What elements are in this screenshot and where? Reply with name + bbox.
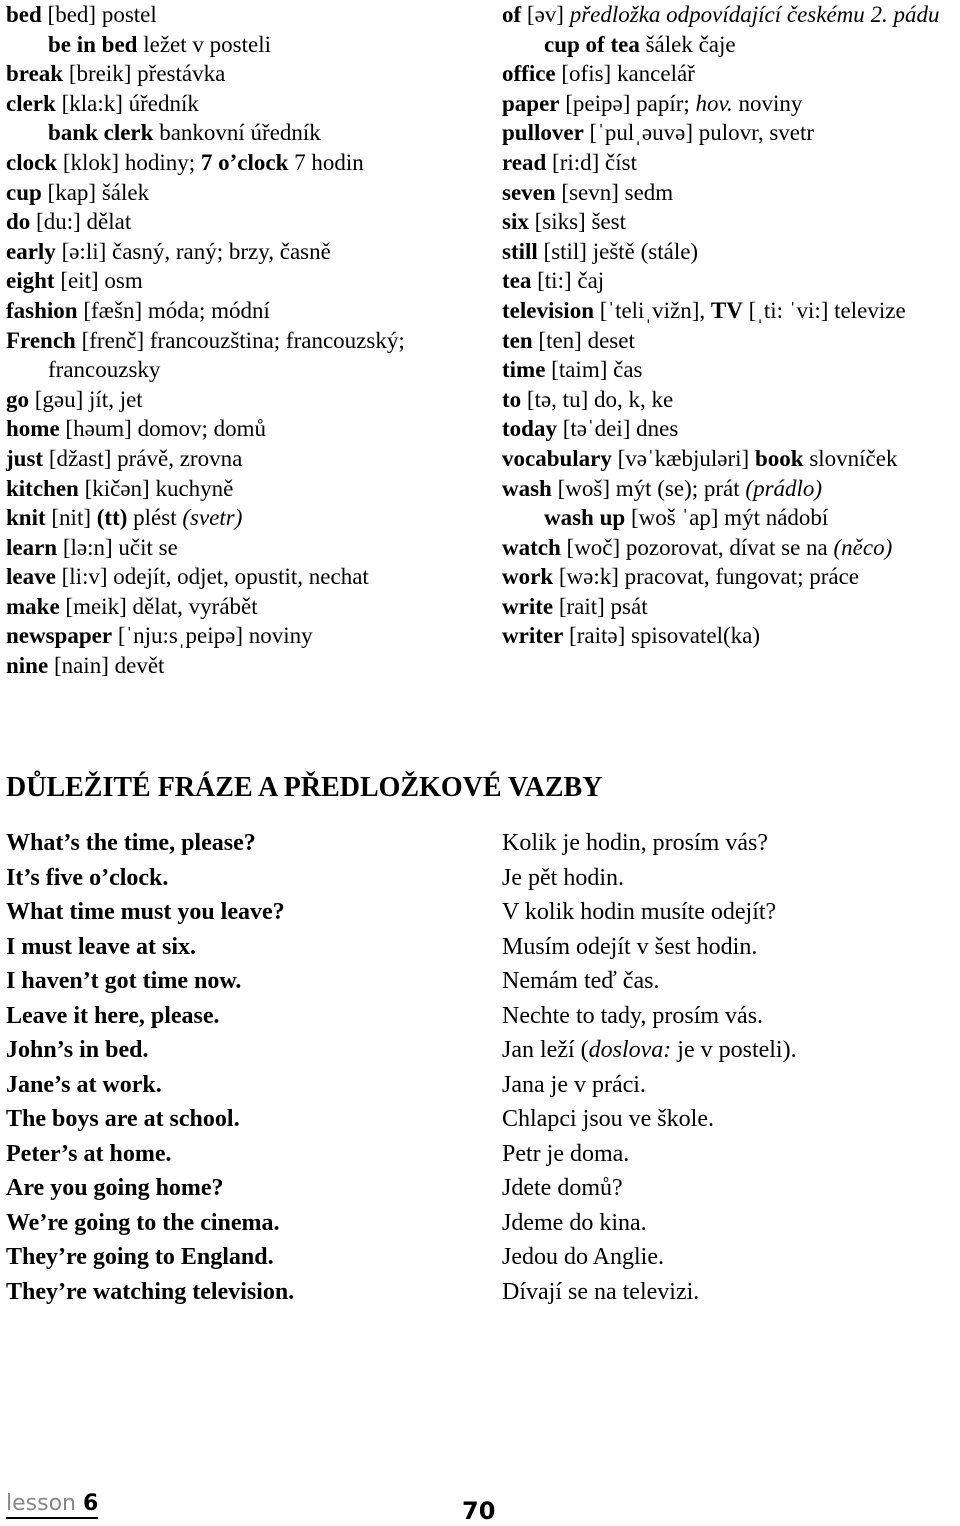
definition: [təˈdei] dnes [556, 416, 679, 442]
headword: vocabulary [502, 445, 612, 471]
vocab-right-entry [502, 562, 960, 592]
phrase-czech [502, 1275, 699, 1309]
vocab-left-entry [6, 592, 476, 622]
definition: [ˈnju:sˌpeipə] noviny [112, 623, 313, 649]
phrase-translation: je v posteli). [671, 1037, 797, 1063]
headword-secondary: (tt) [96, 505, 128, 531]
definition: [kičən] kuchyně [78, 475, 234, 501]
phrase-czech [502, 1240, 664, 1274]
phrase-czech [502, 1033, 797, 1067]
phrase-english: They’re going to England. [6, 1244, 274, 1270]
headword: knit [6, 505, 46, 531]
vocab-left-entry [6, 296, 476, 326]
phrase-translation: Nemám teď čas. [502, 968, 660, 994]
phrase-row [6, 1171, 946, 1206]
headword: cup of tea [544, 31, 640, 57]
definition: [kla:k] úředník [55, 90, 199, 116]
vocab-right-entry [502, 385, 960, 415]
phrase-czech [502, 1206, 647, 1240]
phrase-english: I must leave at six. [6, 933, 196, 960]
vocab-left-entry [6, 651, 476, 681]
headword: home [6, 416, 60, 442]
phrase-czech [502, 1137, 629, 1171]
headword: bank clerk [48, 120, 154, 146]
vocab-left-entry [6, 533, 476, 563]
headword: eight [6, 268, 55, 294]
headword-secondary: book [754, 445, 804, 471]
headword: fashion [6, 297, 78, 323]
section-title: DŮLEŽITÉ FRÁZE A PŘEDLOŽKOVÉ VAZBY [6, 772, 603, 803]
vocab-left-entry [6, 385, 476, 415]
definition: [fæšn] móda; módní [77, 297, 270, 323]
phrase-czech [502, 1171, 623, 1205]
definition: [ti:] čaj [531, 268, 605, 294]
phrase-translation: Kolik je hodin, prosím vás? [502, 830, 768, 856]
vocab-left-entry [6, 326, 476, 385]
headword: pullover [502, 120, 584, 146]
grammar-note: (svetr) [182, 505, 243, 531]
phrase-row [6, 964, 946, 999]
definition-continued: 7 hodin [288, 149, 364, 175]
headword: French [6, 327, 76, 353]
phrase-translation: Jdeme do kina. [502, 1209, 647, 1236]
headword-secondary: TV [710, 297, 743, 323]
definition: [raitə] spisovatel(ka) [563, 623, 760, 649]
headword: today [502, 416, 557, 442]
vocabulary-column-left [6, 0, 476, 681]
phrase-row [6, 861, 946, 896]
headword: ten [502, 327, 533, 353]
headword-secondary: 7 o’clock [200, 149, 289, 175]
vocab-right-entry [502, 474, 960, 504]
phrase-row [6, 895, 946, 930]
phrase-czech [502, 1102, 714, 1136]
headword: paper [502, 90, 560, 116]
definition: [woč] pozorovat, dívat se na [560, 534, 834, 560]
vocab-right-entry [502, 266, 960, 296]
definition-continued: plést [127, 505, 183, 531]
page-number: 70 [462, 1497, 496, 1525]
definition: [woš ˈap] mýt nádobí [625, 505, 829, 531]
headword: make [6, 593, 60, 619]
definition: [frenč] francouzština; francouzský; francouzsky [48, 327, 405, 383]
phrase-czech [502, 999, 763, 1033]
phrase-row [6, 1137, 946, 1172]
phrase-translation: Jan leží ( [502, 1037, 589, 1063]
headword: go [6, 386, 29, 412]
headword: of [502, 2, 522, 27]
headword: to [502, 386, 522, 412]
phrase-translation: V kolik hodin musíte odejít? [502, 899, 777, 925]
definition-continued: slovníček [803, 445, 898, 471]
definition: [rait] psát [553, 593, 648, 619]
headword: work [502, 564, 554, 590]
phrase-row [6, 1240, 946, 1275]
headword: six [502, 209, 529, 235]
headword: seven [502, 179, 556, 205]
vocab-left-entry [6, 474, 476, 504]
headword: wash up [544, 505, 626, 531]
vocab-right-entry [502, 296, 960, 326]
headword: still [502, 238, 538, 264]
headword: just [6, 445, 44, 471]
phrase-czech [502, 861, 624, 895]
vocab-left-entry [6, 266, 476, 296]
phrase-translation: Petr je doma. [502, 1140, 630, 1167]
headword: nine [6, 653, 49, 679]
vocabulary-column-right [502, 0, 960, 651]
definition: šálek čaje [639, 31, 736, 57]
phrase-english: What’s the time, please? [6, 830, 256, 856]
grammar-note: hov. [695, 90, 733, 116]
vocab-right-entry [502, 0, 960, 30]
vocab-left-entry [6, 148, 476, 178]
phrase-translation: Jedou do Anglie. [502, 1244, 664, 1270]
phrases-table [6, 826, 946, 1309]
vocab-right-entry [502, 355, 960, 385]
definition: [ten] deset [532, 327, 635, 353]
phrase-czech [502, 895, 776, 929]
definition: [džast] právě, zrovna [43, 445, 243, 471]
vocab-left-entry [6, 89, 476, 119]
definition: [li:v] odejít, odjet, opustit, nechat [55, 564, 369, 590]
definition: [gəu] jít, jet [29, 386, 143, 412]
phrase-row [6, 1275, 946, 1310]
phrase-english: It’s five o’clock. [6, 864, 169, 891]
phrase-czech [502, 1068, 646, 1102]
vocab-left-entry [6, 414, 476, 444]
definition: [stil] ještě (stále) [537, 238, 699, 264]
vocab-left-entry [6, 237, 476, 267]
phrase-note: doslova: [588, 1037, 672, 1063]
phrase-translation: Jana je v práci. [502, 1071, 646, 1098]
phrase-english: We’re going to the cinema. [6, 1209, 280, 1236]
grammar-note: předložka odpovídající českému 2. pádu [569, 2, 940, 27]
phrase-row [6, 1206, 946, 1241]
phrase-english: John’s in bed. [6, 1037, 149, 1063]
vocab-left-entry [6, 30, 476, 60]
definition: [ə:li] časný, raný; brzy, časně [55, 238, 331, 264]
definition: [ˈteliˌvižn], [594, 297, 711, 323]
definition: [breik] přestávka [63, 61, 226, 87]
phrase-czech [502, 930, 757, 964]
vocab-right-entry [502, 148, 960, 178]
definition-continued: [ˌti: ˈvi:] televize [742, 297, 906, 323]
definition: [klok] hodiny; [57, 149, 201, 175]
definition: [vəˈkæbjuləri] [611, 445, 755, 471]
phrase-translation: Jdete domů? [502, 1175, 623, 1201]
phrase-translation: Musím odejít v šest hodin. [502, 933, 758, 960]
headword: read [502, 149, 547, 175]
vocab-left-entry [6, 59, 476, 89]
vocab-left-entry [6, 0, 476, 30]
vocab-right-entry [502, 503, 960, 533]
definition: [siks] šest [528, 209, 626, 235]
phrase-english: I haven’t got time now. [6, 968, 242, 994]
definition: [bed] postel [41, 2, 157, 27]
headword: early [6, 238, 56, 264]
phrase-row [6, 999, 946, 1034]
grammar-note: (něco) [833, 534, 893, 560]
lesson-number: 6 [82, 1491, 99, 1516]
headword: office [502, 61, 556, 87]
phrase-english: The boys are at school. [6, 1106, 240, 1132]
definition: [taim] čas [545, 357, 643, 383]
vocab-left-entry [6, 621, 476, 651]
vocab-right-entry [502, 621, 960, 651]
phrase-row [6, 930, 946, 965]
definition: [eit] osm [54, 268, 143, 294]
vocab-left-entry [6, 207, 476, 237]
definition: [wə:k] pracovat, fungovat; práce [553, 564, 860, 590]
definition: bankovní úředník [153, 120, 321, 146]
vocab-left-entry [6, 562, 476, 592]
headword: tea [502, 268, 532, 294]
definition: [ofis] kancelář [555, 61, 695, 87]
phrase-translation: Dívají se na televizi. [502, 1278, 700, 1305]
headword: do [6, 209, 31, 235]
phrase-translation: Chlapci jsou ve škole. [502, 1106, 714, 1132]
phrase-translation: Je pět hodin. [502, 864, 624, 891]
phrase-english: They’re watching television. [6, 1278, 295, 1305]
headword: write [502, 593, 554, 619]
definition: [peipə] papír; [559, 90, 696, 116]
headword: cup [6, 179, 42, 205]
phrase-row [6, 1033, 946, 1068]
lesson-word: lesson [6, 1491, 76, 1516]
phrase-english: Leave it here, please. [6, 1002, 220, 1029]
phrase-english: Peter’s at home. [6, 1140, 172, 1167]
vocab-right-entry [502, 207, 960, 237]
headword: television [502, 297, 594, 323]
headword: watch [502, 534, 561, 560]
definition: [nit] [45, 505, 97, 531]
vocab-right-entry [502, 414, 960, 444]
headword: bed [6, 2, 42, 27]
headword: time [502, 357, 546, 383]
phrase-translation: Nechte to tady, prosím vás. [502, 1002, 764, 1029]
vocab-left-entry [6, 118, 476, 148]
phrase-czech [502, 964, 659, 998]
phrase-english: Are you going home? [6, 1175, 224, 1201]
vocab-right-entry [502, 444, 960, 474]
phrase-czech [502, 826, 768, 860]
definition: [sevn] sedm [555, 179, 674, 205]
definition: [kap] šálek [41, 179, 150, 205]
headword: clock [6, 149, 58, 175]
headword: kitchen [6, 475, 79, 501]
headword: newspaper [6, 623, 113, 649]
definition: [həum] domov; domů [59, 416, 267, 442]
definition: [woš] mýt (se); prát [551, 475, 746, 501]
definition: [meik] dělat, vyrábět [59, 593, 258, 619]
vocab-right-entry [502, 533, 960, 563]
headword: writer [502, 623, 564, 649]
definition: [tə, tu] do, k, ke [521, 386, 674, 412]
vocab-right-entry [502, 30, 960, 60]
phrase-row [6, 826, 946, 861]
headword: learn [6, 534, 58, 560]
vocab-left-entry [6, 444, 476, 474]
headword: wash [502, 475, 552, 501]
vocab-right-entry [502, 118, 960, 148]
definition: [ˈpulˌəuvə] pulovr, svetr [583, 120, 815, 146]
vocab-right-entry [502, 178, 960, 208]
grammar-note: (prádlo) [745, 475, 823, 501]
vocab-right-entry [502, 592, 960, 622]
phrase-english: What time must you leave? [6, 899, 285, 925]
phrase-english: Jane’s at work. [6, 1071, 162, 1098]
vocab-right-entry [502, 89, 960, 119]
phrase-row [6, 1102, 946, 1137]
definition: ležet v posteli [137, 31, 271, 57]
vocab-right-entry [502, 237, 960, 267]
headword: leave [6, 564, 56, 590]
phrase-row [6, 1068, 946, 1103]
definition-continued: noviny [732, 90, 803, 116]
vocab-right-entry [502, 59, 960, 89]
headword: break [6, 61, 64, 87]
definition: [du:] dělat [30, 209, 132, 235]
lesson-label [6, 1492, 98, 1519]
definition: [lə:n] učit se [57, 534, 178, 560]
definition: [nain] devět [48, 653, 165, 679]
headword: be in bed [48, 31, 138, 57]
vocab-right-entry [502, 326, 960, 356]
vocab-left-entry [6, 503, 476, 533]
definition: [ri:d] číst [546, 149, 637, 175]
vocab-left-entry [6, 178, 476, 208]
headword: clerk [6, 90, 56, 116]
definition: [əv] [521, 2, 570, 27]
